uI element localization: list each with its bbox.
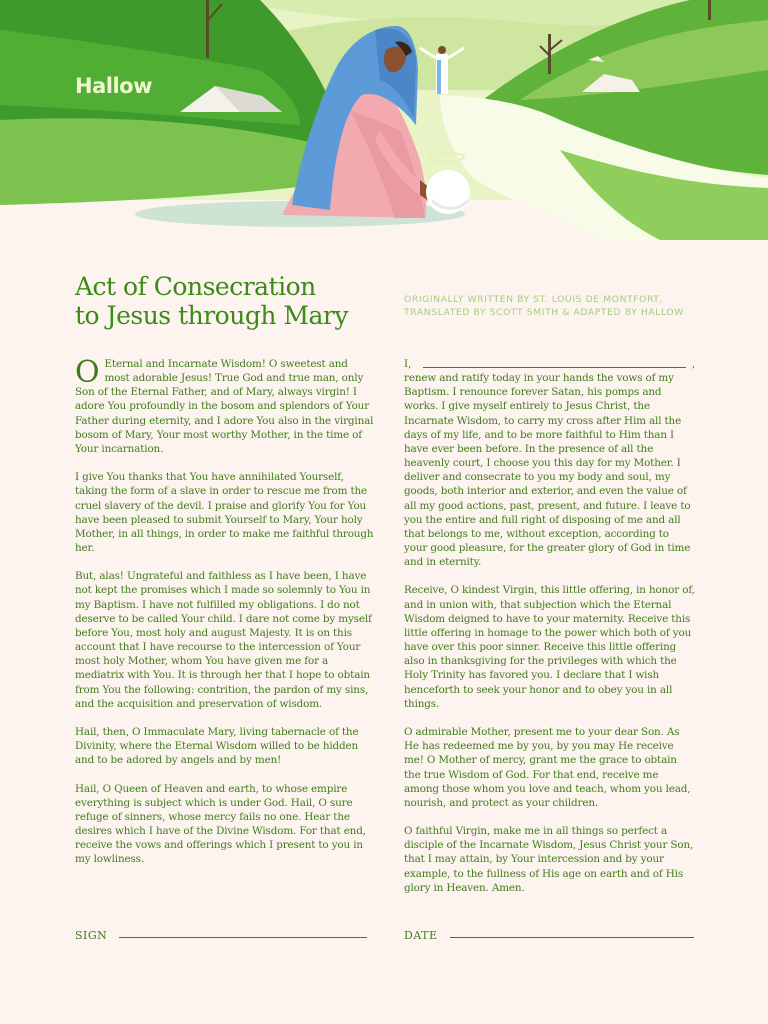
name-suffix: , <box>691 358 695 370</box>
hallow-logo: Hallow <box>75 74 152 98</box>
prayer-paragraph: Hail, O Queen of Heaven and earth, to whose empire everything is subject which is under God. Hail, O sure refuge of sinners, whose mercy fails no one. Hear the desires which I have of the Divine Wisdom. For that end, receive the vows and offerings which I present to you in my lowliness. <box>75 782 366 866</box>
credit-line-1: ORIGINALLY WRITTEN BY ST. LOUIS DE MONTFORT, <box>404 294 664 305</box>
title-line-2: to Jesus through Mary <box>75 301 348 330</box>
prayer-paragraph: O faithful Virgin, make me in all things so perfect a disciple of the Incarnate Wisdom, Jesus Christ your Son, that I may attain, by Your intercession and by your example, to the fullness of His age on earth and of His glory in Heaven. Amen. <box>404 825 694 894</box>
prayer-paragraph: Receive, O kindest Virgin, this little offering, in honor of, and in union with, that subjection which the Eternal Wisdom deigned to have to your maternity. Receive this little offering in homage to the power which both of you have over this poor sinner. Receive this little offering also in thanksgiving for the privileges with which the Holy Trinity has favored you. I declare that I wish henceforth to seek your honor and to obey you in all things. <box>404 584 695 710</box>
prayer-paragraph: renew and ratify today in your hands the vows of my Baptism. I renounce forever Satan, his pomps and works. I give myself entirely to Jesus Christ, the Incarnate Wisdom, to carry my cross after Him all the days of my life, and to be more faithful to Him than I have ever been before. In the presence of all the heavenly court, I choose you this day for my Mother. I deliver and consecrate to you my body and soul, my goods, both interior and exterior, and even the value of all my good actions, past, present, and future. I leave to you the entire and full right of disposing of me and all that belongs to me, without exception, according to your good pleasure, for the greater glory of God in time and in eternity. <box>404 372 691 569</box>
prayer-paragraph: O admirable Mother, present me to your dear Son. As He has redeemed me by you, by you may He receive me! O Mother of mercy, grant me the grace to obtain the true Wisdom of God. For that end, receive me among those whom you love and teach, whom you lead, nourish, and protect as your children. <box>404 726 691 809</box>
name-blank[interactable] <box>423 366 686 368</box>
prayer-paragraph: Hail, then, O Immaculate Mary, living tabernacle of the Divinity, where the Eternal Wisdom willed to be hidden and to be adored by angels and by men! <box>75 726 359 767</box>
title-line-1: Act of Consecration <box>75 272 316 301</box>
name-fill-line[interactable] <box>404 357 695 371</box>
mary-garden-illustration <box>0 0 768 240</box>
prayer-left-column <box>75 357 375 881</box>
prayer-right-column <box>404 357 695 909</box>
credit-line-2: TRANSLATED BY SCOTT SMITH & ADAPTED BY HALLOW <box>404 307 684 318</box>
drop-cap: O <box>75 355 100 390</box>
paragraph-text: Eternal and Incarnate Wisdom! O sweetest and most adorable Jesus! True God and true man, only Son of the Eternal Father, and of Mary, always virgin! I adore You profoundly in the bosom and splendors of Your Father during eternity, and I adore You also in the virginal bosom of Mary, Your most worthy Mother, in the time of Your incarnation. <box>75 358 374 455</box>
author-credit <box>404 293 684 319</box>
document-title <box>75 272 348 330</box>
prayer-paragraph: But, alas! Ungrateful and faithless as I have been, I have not kept the promises which I made so solemnly to You in my Baptism. I have not fulfilled my obligations. I do not deserve to be called Your child. I dare not come by myself before You, most holy and august Majesty. It is on this account that I have recourse to the intercession of Your most holy Mother, whom You have given me for a mediatrix with You. It is through her that I hope to obtain from You the following: contrition, the pardon of my sins, and the acquisition and preservation of wisdom. <box>75 570 372 710</box>
sign-label: SIGN <box>75 929 108 942</box>
date-label: DATE <box>404 929 438 942</box>
prayer-paragraph <box>75 357 375 456</box>
name-prefix: I, <box>404 358 412 370</box>
hero-illustration <box>0 0 768 240</box>
date-line[interactable] <box>450 937 694 938</box>
date-field[interactable] <box>404 929 694 942</box>
signature-field[interactable] <box>75 929 367 942</box>
signature-line[interactable] <box>119 937 367 938</box>
prayer-paragraph: I give You thanks that You have annihilated Yourself, taking the form of a slave in order to rescue me from the cruel slavery of the devil. I praise and glorify You for You have been pleased to submit Yourself to Mary, Your holy Mother, in all things, in order to make me faithful through her. <box>75 471 374 555</box>
